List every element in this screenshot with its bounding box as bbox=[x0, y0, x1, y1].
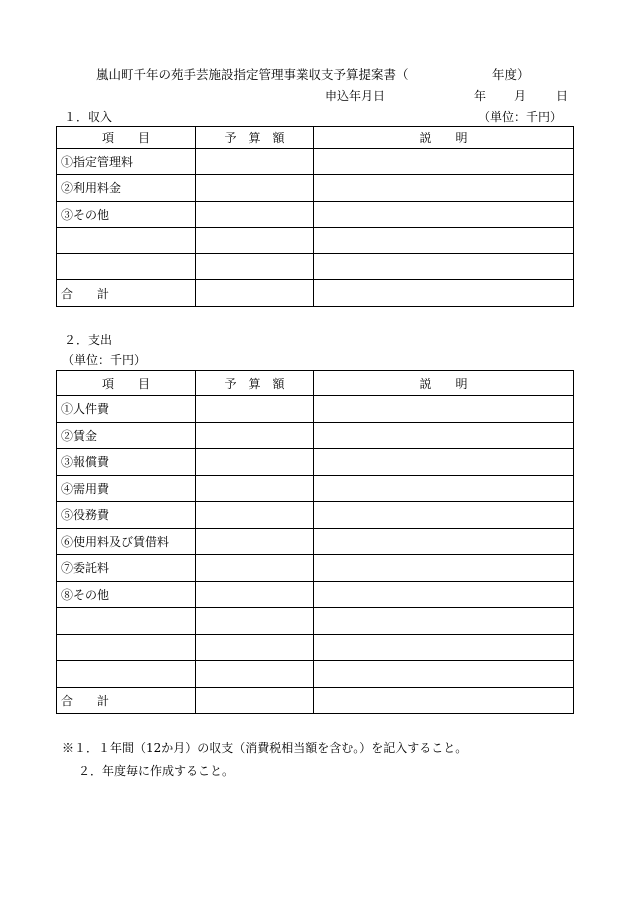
income-header-row bbox=[57, 127, 574, 149]
expense-budget-cell[interactable] bbox=[196, 661, 314, 688]
expense-budget-cell[interactable] bbox=[196, 475, 314, 502]
income-note-cell[interactable] bbox=[314, 254, 574, 280]
note-annual-balance: ※１．１年間（12か月）の収支（消費税相当額を含む。）を記入すること。 bbox=[62, 741, 468, 755]
application-month-label: 月 bbox=[514, 89, 527, 103]
income-total-budget-cell[interactable] bbox=[196, 280, 314, 306]
expense-budget-cell[interactable] bbox=[196, 528, 314, 555]
expense-budget-cell[interactable] bbox=[196, 422, 314, 449]
expense-budget-cell[interactable] bbox=[196, 396, 314, 423]
table-row bbox=[57, 661, 574, 688]
expense-note-cell[interactable] bbox=[314, 634, 574, 661]
column-header-budget: 予 算 額 bbox=[196, 127, 314, 149]
income-total-note-cell[interactable] bbox=[314, 280, 574, 306]
expense-item-cell[interactable] bbox=[57, 608, 196, 635]
table-row bbox=[57, 475, 574, 502]
income-note-cell[interactable] bbox=[314, 175, 574, 201]
table-row bbox=[57, 581, 574, 608]
table-row bbox=[57, 422, 574, 449]
income-total-label: 合 計 bbox=[57, 280, 196, 306]
table-row bbox=[57, 254, 574, 280]
document-title-year-suffix: 年度） bbox=[492, 67, 530, 82]
income-budget-cell[interactable] bbox=[196, 254, 314, 280]
expense-budget-cell[interactable] bbox=[196, 449, 314, 476]
expense-note-cell[interactable] bbox=[314, 449, 574, 476]
document-title: 嵐山町千年の苑手芸施設指定管理事業収支予算提案書（ bbox=[96, 67, 409, 82]
income-unit-label: （単位：千円） bbox=[478, 110, 563, 124]
expense-item-cell: ⑧その他 bbox=[57, 581, 196, 608]
table-row bbox=[57, 149, 574, 175]
expense-item-cell: ③報償費 bbox=[57, 449, 196, 476]
income-total-row bbox=[57, 280, 574, 306]
expense-note-cell[interactable] bbox=[314, 396, 574, 423]
expense-total-budget-cell[interactable] bbox=[196, 687, 314, 714]
income-budget-cell[interactable] bbox=[196, 175, 314, 201]
income-item-cell[interactable] bbox=[57, 254, 196, 280]
expense-budget-cell[interactable] bbox=[196, 634, 314, 661]
income-note-cell[interactable] bbox=[314, 149, 574, 175]
expense-note-cell[interactable] bbox=[314, 555, 574, 582]
column-header-item: 項 目 bbox=[57, 371, 196, 396]
expense-budget-cell[interactable] bbox=[196, 502, 314, 529]
income-note-cell[interactable] bbox=[314, 227, 574, 253]
expense-total-label: 合 計 bbox=[57, 687, 196, 714]
expense-item-cell: ②賃金 bbox=[57, 422, 196, 449]
expense-item-cell: ⑦委託料 bbox=[57, 555, 196, 582]
expense-note-cell[interactable] bbox=[314, 581, 574, 608]
column-header-budget: 予 算 額 bbox=[196, 371, 314, 396]
expense-item-cell[interactable] bbox=[57, 661, 196, 688]
expense-item-cell: ⑥使用料及び賃借料 bbox=[57, 528, 196, 555]
expense-note-cell[interactable] bbox=[314, 528, 574, 555]
table-row bbox=[57, 449, 574, 476]
income-budget-cell[interactable] bbox=[196, 201, 314, 227]
expense-item-cell: ①人件費 bbox=[57, 396, 196, 423]
table-row bbox=[57, 634, 574, 661]
expense-note-cell[interactable] bbox=[314, 661, 574, 688]
expense-budget-cell[interactable] bbox=[196, 555, 314, 582]
table-row bbox=[57, 175, 574, 201]
expense-note-cell[interactable] bbox=[314, 475, 574, 502]
column-header-description: 説 明 bbox=[314, 371, 574, 396]
note-per-year: ２．年度毎に作成すること。 bbox=[78, 764, 235, 778]
application-year-label: 年 bbox=[474, 89, 487, 103]
expense-budget-cell[interactable] bbox=[196, 581, 314, 608]
application-date-label: 申込年月日 bbox=[325, 89, 386, 103]
income-item-cell[interactable] bbox=[57, 227, 196, 253]
expense-note-cell[interactable] bbox=[314, 502, 574, 529]
expense-item-cell: ④需用費 bbox=[57, 475, 196, 502]
expense-item-cell[interactable] bbox=[57, 634, 196, 661]
expense-table bbox=[56, 370, 574, 714]
expense-unit-label: （単位：千円） bbox=[62, 353, 147, 367]
table-row bbox=[57, 555, 574, 582]
expense-section-title: ２．支出 bbox=[64, 333, 113, 347]
expense-total-note-cell[interactable] bbox=[314, 687, 574, 714]
column-header-description: 説 明 bbox=[314, 127, 574, 149]
income-item-cell: ②利用料金 bbox=[57, 175, 196, 201]
income-item-cell: ③その他 bbox=[57, 201, 196, 227]
table-row bbox=[57, 396, 574, 423]
expense-note-cell[interactable] bbox=[314, 422, 574, 449]
expense-note-cell[interactable] bbox=[314, 608, 574, 635]
expense-total-row bbox=[57, 687, 574, 714]
income-budget-cell[interactable] bbox=[196, 149, 314, 175]
income-item-cell: ①指定管理料 bbox=[57, 149, 196, 175]
income-section-title: １．収入 bbox=[64, 110, 113, 124]
table-row bbox=[57, 201, 574, 227]
table-row bbox=[57, 227, 574, 253]
application-day-label: 日 bbox=[556, 89, 569, 103]
income-budget-cell[interactable] bbox=[196, 227, 314, 253]
expense-budget-cell[interactable] bbox=[196, 608, 314, 635]
table-row bbox=[57, 608, 574, 635]
income-table bbox=[56, 126, 574, 307]
column-header-item: 項 目 bbox=[57, 127, 196, 149]
income-note-cell[interactable] bbox=[314, 201, 574, 227]
expense-header-row bbox=[57, 371, 574, 396]
table-row bbox=[57, 502, 574, 529]
expense-item-cell: ⑤役務費 bbox=[57, 502, 196, 529]
table-row bbox=[57, 528, 574, 555]
